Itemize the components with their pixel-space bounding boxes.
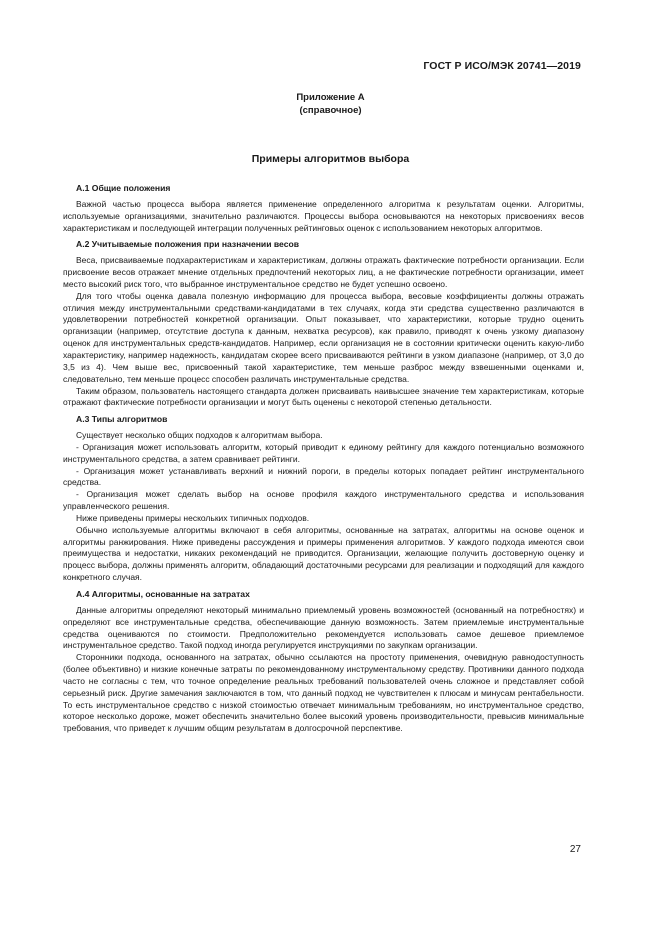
paragraph: Обычно используемые алгоритмы включают в себя алгоритмы, основанные на затратах, алгоритмы на основе оценок и алгоритмы ранжирования. Ниже приведены рассуждения и примеры применения алгоритмов. У каждого подхода имеются свои преимущества и недостатки, никаких рекомендаций не приводится. Организации, желающие получить достоверную оценку и процесс выбора, должны применять алгоритм, обладающий достаточными ресурсами для реализации и подходящий для каждого конкретного случая.: [63, 524, 584, 583]
standard-header: ГОСТ Р ИСО/МЭК 20741—2019: [423, 60, 581, 72]
section-a2: [63, 239, 584, 409]
page-title: Примеры алгоритмов выбора: [251, 153, 410, 165]
paragraph: Ниже приведены примеры нескольких типичных подходов.: [76, 512, 310, 523]
section-a3: [63, 414, 584, 584]
paragraph: Веса, присваиваемые подхарактеристикам и характеристикам, должны отражать фактические потребности организации. Если присвоение весов отражает мнение отдельных предпочтений некоторых лиц, а не фактические потребности организации, имеет место высокий риск того, что выбранное инструментальное средство не будет успешно освоено.: [63, 255, 584, 289]
paragraph: Для того чтобы оценка давала полезную информацию для процесса выбора, весовые коэффициенты должны отражать отличия между инструментальными средствами-кандидатами в тех случаях, когда эти средства существенно различаются в удовлетворении потребностей конкретной организации. Опыт показывает, что характеристики, которые трудно оценить организации (например, отсутствие доступа к данным, нехватка ресурсов), как правило, приводят к очень узкому диапазону оценок для инструментальных средств-кандидатов. Например, если организация не в состоянии критически оценить какую-либо характеристику, например надежность, кандидатам скорее всего присваиваются рейтинги в узком диапазоне (например, от 3,0 до 3,5 из 4). Чем выше вес, присвоенный такой характеристике, тем меньше разброс между взвешенными оценками и, следовательно, тем меньше процесс способен различать инструментальные средства.: [63, 290, 584, 384]
appendix-block: [0, 91, 661, 117]
section-heading: А.3 Типы алгоритмов: [76, 414, 168, 425]
list-item: - Организация может сделать выбор на основе профиля каждого инструментального средства и использования управленческого решения.: [63, 489, 584, 512]
paragraph: Существует несколько общих подходов к алгоритмам выбора.: [76, 430, 323, 441]
paragraph: Данные алгоритмы определяют некоторый минимально приемлемый уровень возможностей (основанный на потребностях) и определяют все инструментальные средства, обеспечивающие данную возможность. Затем приемлемые инструментальные средства оцениваются по стоимости. Предположительно рекомендуется использовать самое дешевое приемлемое инструментальное средство. Такой подход иногда регулируется инструкциями по закупкам организации.: [63, 604, 584, 651]
appendix-title: Приложение А: [296, 92, 365, 103]
section-a4: [63, 589, 584, 735]
paragraph: Важной частью процесса выбора является применение определенного алгоритма к результатам оценки. Алгоритмы, используемые организациями, значительно различаются. Процессы выбора основываются на некоторых присвоениях весов характеристикам и последующей интеграции полученных рейтинговых оценок с использованием некоторых алгоритмов.: [63, 198, 584, 233]
section-heading: А.4 Алгоритмы, основанные на затратах: [76, 589, 250, 599]
list-item: - Организация может использовать алгоритм, который приводит к единому рейтингу для каждого потенциально возможного инструментального средства, а затем сравнивает рейтинги.: [63, 441, 584, 464]
section-a1: [63, 183, 584, 234]
document-body: [63, 183, 584, 740]
list-item: - Организация может устанавливать верхний и нижний пороги, в пределы которых попадает рейтинг инструментального средства.: [63, 465, 584, 488]
appendix-type: (справочное): [299, 105, 362, 116]
section-heading: А.1 Общие положения: [76, 183, 171, 193]
paragraph: Таким образом, пользователь настоящего стандарта должен присваивать наивысшее значение тем характеристикам, которые отражают фактические потребности организации и могут быть оценены с некоторой степенью детальности.: [63, 385, 584, 408]
paragraph: Сторонники подхода, основанного на затратах, обычно ссылаются на простоту применения, очевидную равнодоступность (более объективно) и низкие конечные затраты по рекомендованному инструментальному средству. Противники данного подхода часто не согласны с тем, что точное определение реальных требований пользователей очень сложное и представляет собой серьезный риск. Другие замечания заключаются в том, что данный подход не чувствителен к плюсам и минусам рентабельности. То есть инструментальное средство с низкой стоимостью отвечает минимальным требованиям, но инструментальное средство, которое несколько дороже, может обеспечить значительно более высокий уровень производительности, превысив минимальные требования, что приведет к лучшим общим результатам в долгосрочной перспективе.: [63, 652, 584, 734]
page-number: 27: [569, 844, 581, 855]
section-heading: А.2 Учитываемые положения при назначении весов: [76, 239, 300, 250]
